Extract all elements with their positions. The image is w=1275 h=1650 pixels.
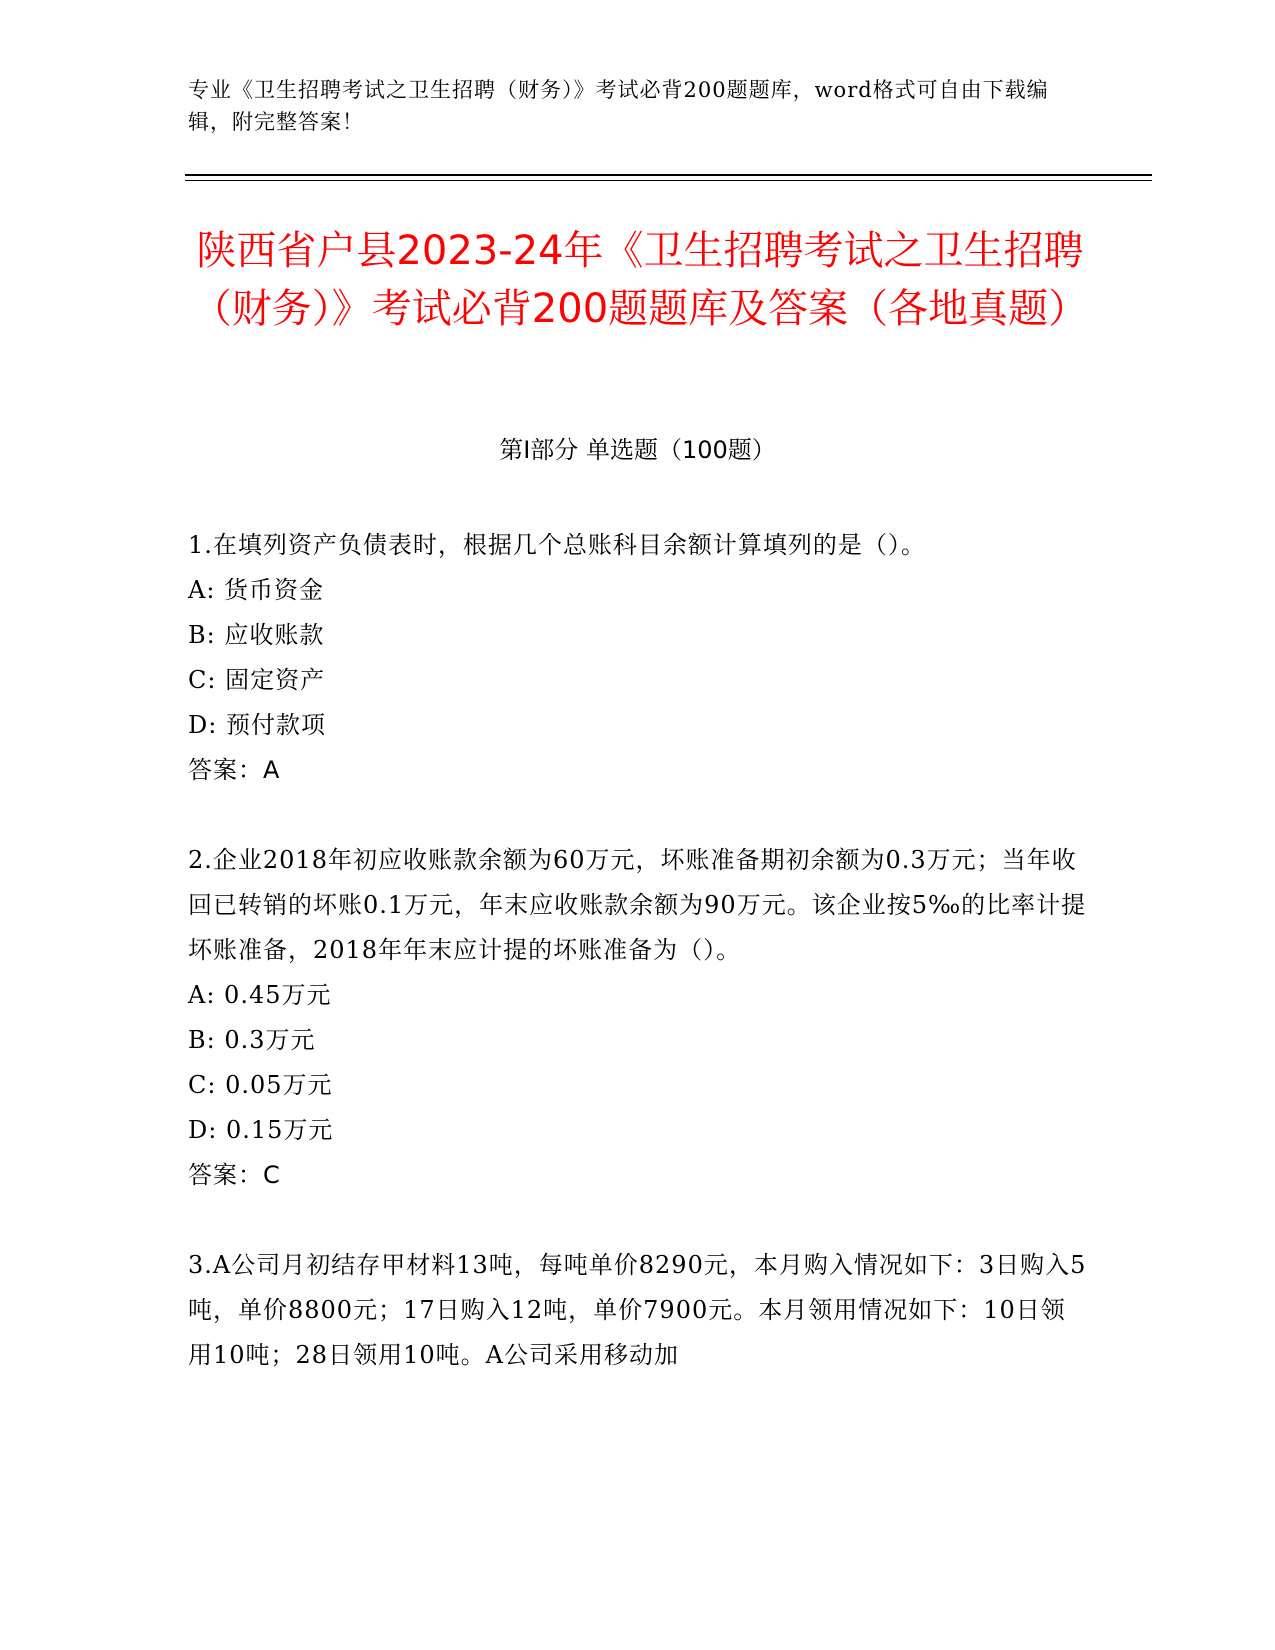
- question-stem: 1.在填列资产负债表时，根据几个总账科目余额计算填列的是（）。: [188, 531, 926, 559]
- header-divider-thin: [185, 180, 1152, 181]
- option-c: C: 固定资产: [188, 666, 326, 694]
- question-stem: 3.A公司月初结存甲材料13吨，每吨单价8290元，本月购入情况如下：3日购入5吨，单价8800元；17日购入12吨，单价7900元。本月领用情况如下：10日领用10吨；28日领用10吨。A公司采用移动加: [188, 1251, 1087, 1369]
- option-a: A: 货币资金: [188, 576, 325, 604]
- document-title: 陕西省户县2023-24年《卫生招聘考试之卫生招聘（财务）》考试必背200题题库及答案（各地真题）: [191, 228, 1089, 332]
- header-intro: 专业《卫生招聘考试之卫生招聘（财务）》考试必背200题题库，word格式可自由下载编辑，附完整答案！: [188, 78, 1049, 134]
- option-d: D: 0.15万元: [188, 1116, 334, 1144]
- question-stem: 2.企业2018年初应收账款余额为60万元，坏账准备期初余额为0.3万元；当年收回已转销的坏账0.1万元，年末应收账款余额为90万元。该企业按5‰的比率计提坏账准备，2018年年末应计提的坏账准备为（）。: [188, 846, 1087, 964]
- question-list: [188, 523, 1088, 1423]
- option-b: B: 0.3万元: [188, 1026, 316, 1054]
- header-divider-thick: [185, 174, 1152, 176]
- option-b: B: 应收账款: [188, 621, 325, 649]
- option-a: A: 0.45万元: [188, 981, 332, 1009]
- question-2: [188, 838, 1088, 1198]
- answer-line: 答案：A: [188, 756, 281, 784]
- question-3: [188, 1243, 1088, 1378]
- question-1: [188, 523, 1088, 793]
- answer-line: 答案：C: [188, 1161, 281, 1189]
- option-c: C: 0.05万元: [188, 1071, 333, 1099]
- section-heading: 第I部分 单选题（100题）: [499, 436, 776, 464]
- option-d: D: 预付款项: [188, 711, 326, 739]
